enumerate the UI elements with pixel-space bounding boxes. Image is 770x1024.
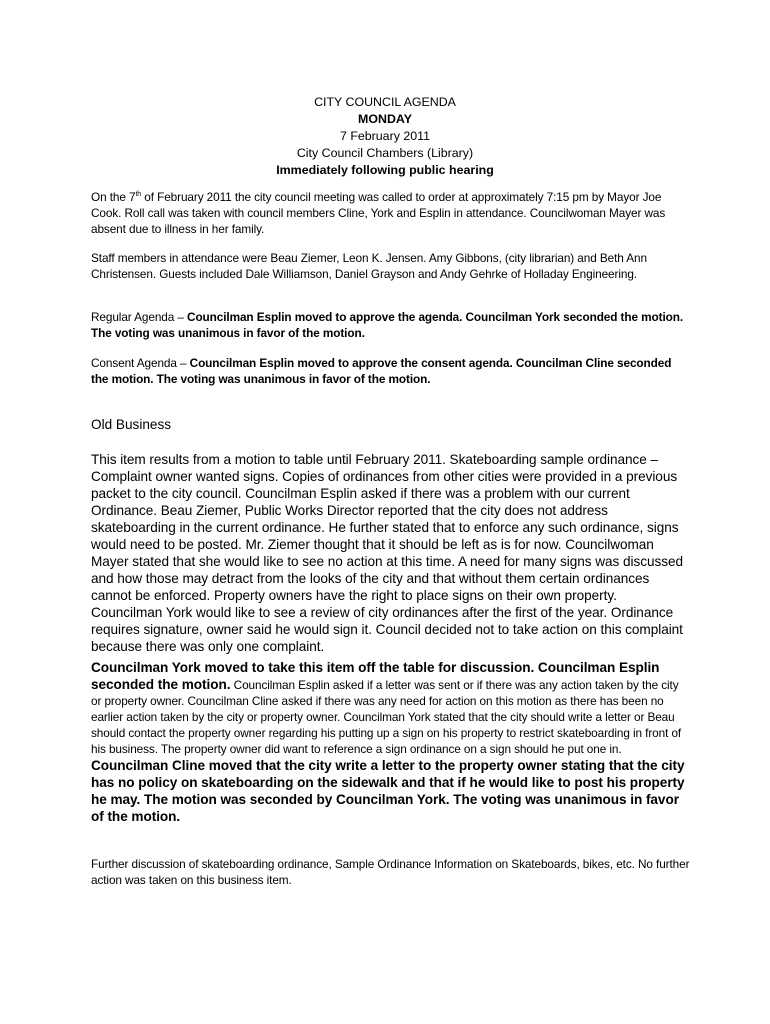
agenda-location: City Council Chambers (Library) [296, 146, 474, 160]
old-business-paragraph: This item results from a motion to table until February 2011. Skateboarding sample ordinance – Complaint owner wanted signs. Copies of ordinances from other cities were provided in a previous packet to the city council. Councilman Esplin asked if there was a problem with our current Ordinance. Beau Ziemer, Public Works Director reported that the city does not address skateboarding in the current ordinance. He further stated that to enforce any such ordinance, signs would need to be posted. Mr. Ziemer thought that it should be left as is for now. Councilwoman Mayer stated that she would like to see no action at this time. A need for many signs was discussed and how those may detract from the looks of the city and that without them certain ordinances cannot be enforced. Property owners have the right to place signs on their own property. Councilman York would like to see a review of city ordinances after the first of the year. Ordinance requires signature, owner said he would sign it. Council decided not to take action on this complaint because there was only one complaint. [91, 452, 683, 654]
old-business-heading: Old Business [91, 417, 172, 432]
consent-agenda-paragraph [91, 355, 691, 387]
intro-paragraph [91, 189, 691, 237]
discussion-text: Councilman Esplin asked if a letter was sent or if there was any action taken by the city or property owner. Councilman Cline asked if there was any need for action on this motion as there has been no earlier action taken by the city or property owner. Councilman York stated that the city should write a letter or Beau should contact the property owner regarding his putting up a sign on his property to restrict skateboarding in front of his business. The property owner did want to reference a sign ordinance on a sign should he put one in. [91, 678, 682, 756]
agenda-timing: Immediately following public hearing [276, 163, 494, 177]
consent-agenda-label: Consent Agenda – [91, 356, 190, 370]
regular-agenda-motion: Councilman Esplin moved to approve the agenda. Councilman York seconded the motion. The voting was unanimous in favor of the motion. [91, 310, 684, 340]
intro-prefix: On the 7 [91, 190, 136, 204]
intro-ordinal: th [135, 191, 142, 198]
regular-agenda-label: Regular Agenda – [91, 310, 188, 324]
agenda-title: CITY COUNCIL AGENDA [314, 95, 456, 109]
intro-rest: of February 2011 the city council meeting was called to order at approximately 7:15 pm by Mayor Joe Cook. Roll call was taken with council members Cline, York and Esplin in attendance. Councilwoman Mayer was absent due to illness in her family. [91, 190, 666, 236]
consent-agenda-motion: Councilman Esplin moved to approve the consent agenda. Councilman Cline seconded the motion. The voting was unanimous in favor of the motion. [91, 356, 672, 386]
skateboard-discussion-paragraph [91, 659, 691, 825]
agenda-day: MONDAY [358, 112, 412, 126]
further-discussion-paragraph: Further discussion of skateboarding ordinance, Sample Ordinance Information on Skateboards, bikes, etc. No further action was taken on this business item. [91, 857, 690, 887]
motion-write-letter: Councilman Cline moved that the city write a letter to the property owner stating that the city has no policy on skateboarding on the sidewalk and that if he would like to post his property he may. The motion was seconded by Councilman York. The voting was unanimous in favor of the motion. [91, 758, 685, 824]
agenda-date: 7 February 2011 [339, 129, 430, 143]
regular-agenda-paragraph [91, 309, 691, 341]
staff-paragraph: Staff members in attendance were Beau Ziemer, Leon K. Jensen. Amy Gibbons, (city librarian) and Beth Ann Christensen. Guests included Dale Williamson, Daniel Grayson and Andy Gehrke of Holladay Engineering. [91, 251, 647, 281]
agenda-header [0, 94, 770, 179]
motion-take-off-table: Councilman York moved to take this item off the table for discussion. Councilman Esplin seconded the motion. [91, 660, 660, 692]
